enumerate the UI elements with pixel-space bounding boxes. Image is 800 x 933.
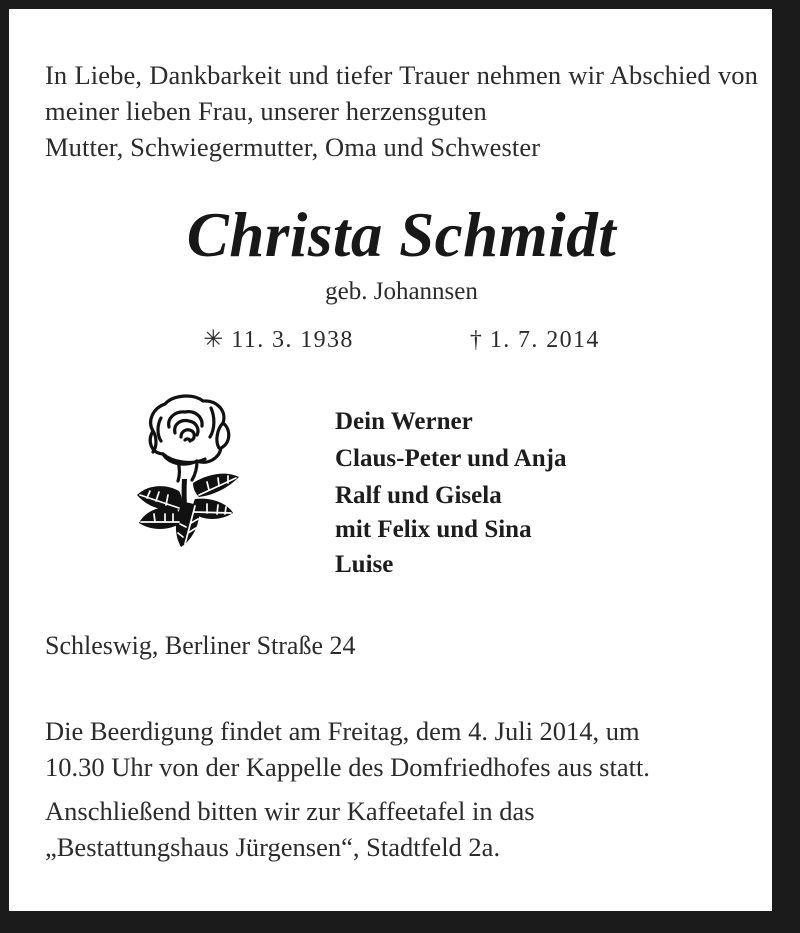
cross-icon: † xyxy=(469,327,482,353)
reception-line-1: Anschließend bitten wir zur Kaffeetafel in das xyxy=(45,796,535,826)
address-line: Schleswig, Berliner Straße 24 xyxy=(45,631,356,660)
rose-icon xyxy=(123,391,249,555)
reception-paragraph xyxy=(45,793,758,865)
birth-date-value: 11. 3. 1938 xyxy=(231,327,354,353)
mourners-list xyxy=(335,391,758,583)
death-date xyxy=(412,325,600,355)
intro-line-2: Abschied von meiner lieben Frau, unserer herzensguten xyxy=(45,60,758,126)
name-block xyxy=(45,199,758,307)
funeral-paragraph xyxy=(45,713,758,785)
rose-illustration-cell xyxy=(45,391,335,555)
funeral-line-2: 10.30 Uhr von der Kappelle des Domfriedhofes aus statt. xyxy=(45,752,650,782)
obituary-inner-panel xyxy=(9,9,772,911)
death-date-value: 1. 7. 2014 xyxy=(489,327,600,353)
deceased-name: Christa Schmidt xyxy=(186,200,617,270)
maiden-name: geb. Johannsen xyxy=(325,278,478,305)
intro-line-3: Mutter, Schwiegermutter, Oma und Schwester xyxy=(45,132,541,162)
intro-paragraph xyxy=(45,57,758,165)
birth-date xyxy=(203,325,412,355)
reception-line-2: „Bestattungshaus Jürgensen“, Stadtfeld 2a. xyxy=(45,832,501,862)
asterisk-icon: ✳ xyxy=(203,327,224,353)
mourner-item: Claus-Peter und Anja xyxy=(335,445,567,472)
mourner-item: Luise xyxy=(335,551,394,578)
mourner-item: Ralf und Gisela xyxy=(335,482,502,509)
mourner-item: mit Felix und Sina xyxy=(335,516,532,543)
funeral-line-1: Die Beerdigung findet am Freitag, dem 4. Juli 2014, um xyxy=(45,716,640,746)
funeral-details xyxy=(45,713,758,865)
rose-and-mourners-row xyxy=(45,391,758,583)
mourner-item: Dein Werner xyxy=(335,408,473,435)
intro-line-1: In Liebe, Dankbarkeit und tiefer Trauer nehmen wir xyxy=(45,60,605,90)
life-dates xyxy=(45,325,758,355)
